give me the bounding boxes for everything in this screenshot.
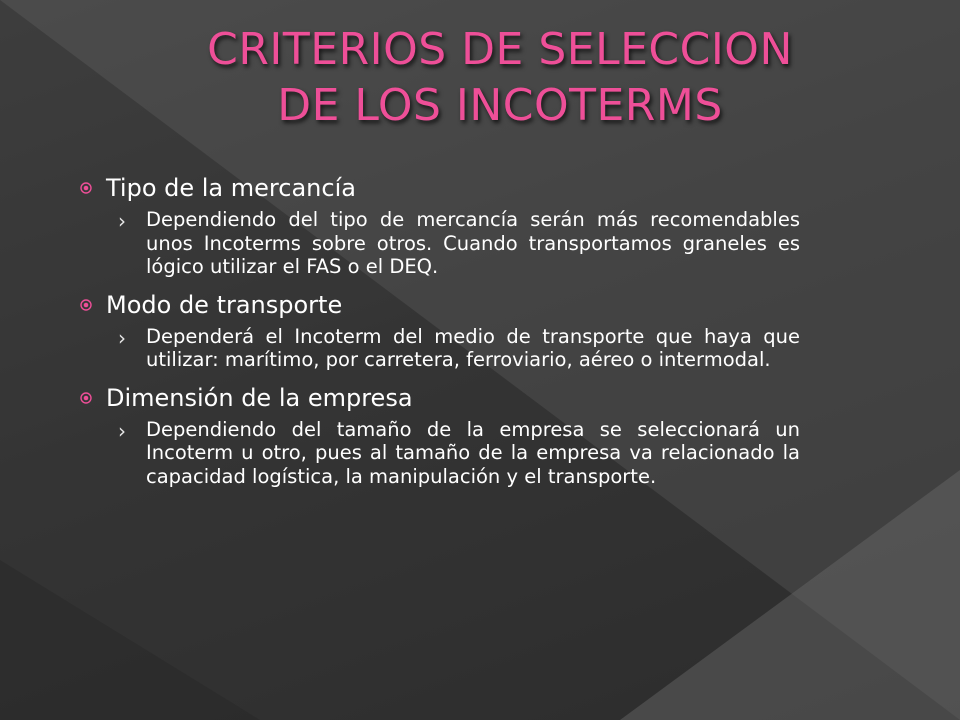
chevron-right-icon: › bbox=[118, 325, 126, 350]
title-line-1: CRITERIOS DE SELECCION bbox=[207, 24, 793, 75]
item-heading: Dimensión de la empresa bbox=[106, 383, 413, 412]
slide-title bbox=[110, 22, 890, 134]
sub-item-text: Dependiendo del tipo de mercancía serán más recomendables unos Incoterms sobre otros. Cuando transportamos graneles es lógico utilizar el FAS o el DEQ. bbox=[146, 208, 800, 278]
sub-item bbox=[106, 418, 800, 489]
list-item bbox=[80, 172, 800, 279]
chevron-right-icon: › bbox=[118, 418, 126, 443]
bullet-list bbox=[80, 172, 800, 488]
circled-dot-icon bbox=[80, 182, 92, 194]
sub-item-text: Dependerá el Incoterm del medio de transporte que haya que utilizar: marítimo, por carretera, ferroviario, aéreo o intermodal. bbox=[146, 324, 800, 371]
list-item bbox=[80, 289, 800, 372]
chevron-right-icon: › bbox=[118, 209, 126, 233]
item-heading: Modo de transporte bbox=[106, 290, 343, 319]
item-heading: Tipo de la mercancía bbox=[106, 174, 356, 202]
circled-dot-icon bbox=[80, 299, 92, 311]
sub-item bbox=[106, 208, 800, 279]
sub-item bbox=[106, 325, 800, 372]
list-item bbox=[80, 382, 800, 489]
sub-item-text: Dependiendo del tamaño de la empresa se seleccionará un Incoterm u otro, pues al tamaño de la empresa va relacionado la capacidad logística, la manipulación y el transporte. bbox=[146, 417, 800, 488]
circled-dot-icon bbox=[80, 392, 92, 404]
title-line-2: DE LOS INCOTERMS bbox=[277, 80, 723, 131]
